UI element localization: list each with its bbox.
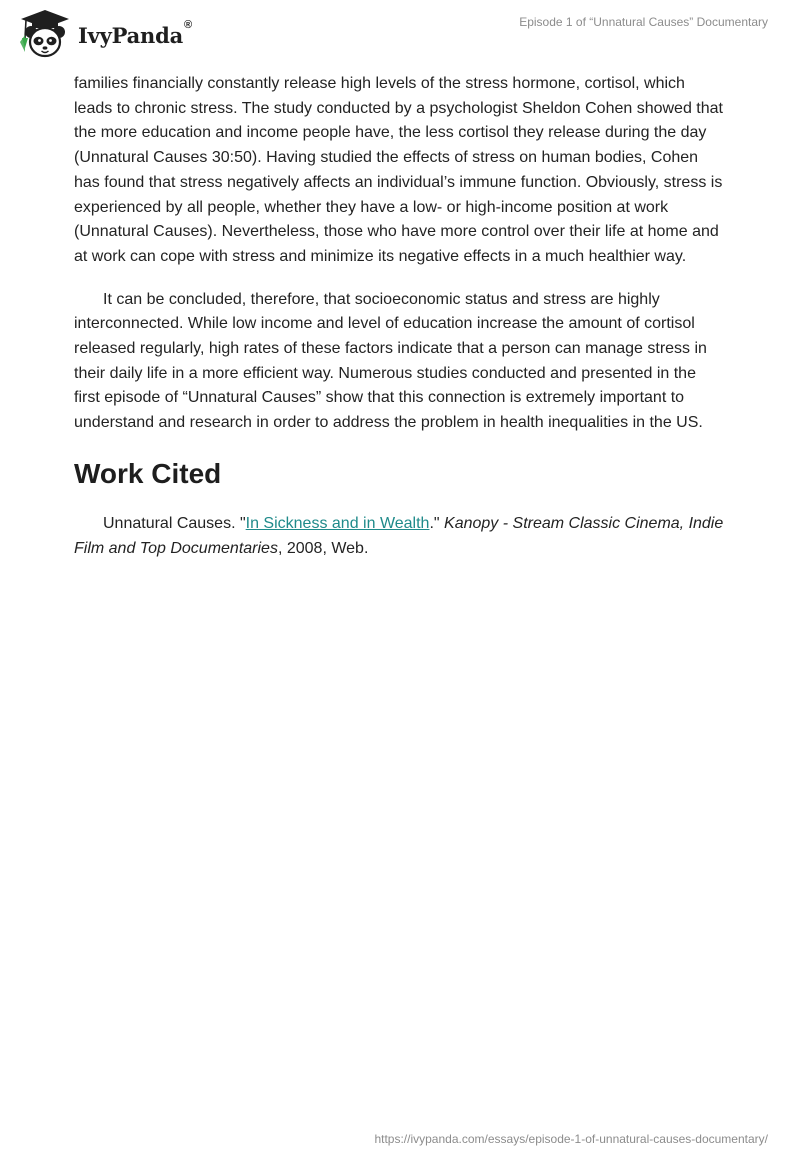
logo-wordmark — [78, 18, 192, 48]
citation-suffix: , 2008, Web. — [277, 539, 369, 557]
logo-name: IvyPanda — [78, 22, 184, 48]
page-header — [0, 0, 800, 66]
citation-link[interactable]: In Sickness and in Wealth — [245, 514, 430, 532]
citation-mid: ." — [429, 514, 445, 532]
source-url[interactable]: https://ivypanda.com/essays/episode-1-of-unnatural-causes-documentary/ — [374, 1132, 768, 1146]
citation-source: Kanopy - Stream Classic Cinema, Indie Film and Top Documentaries — [74, 514, 724, 557]
body-paragraph-2: It can be concluded, therefore, that socioeconomic status and stress are highly interconnected. While low income and level of education increase the amount of cortisol released regularly, high rates of these factors indicate that a person can manage stress in their daily life in a more efficient way. Numerous studies conducted and presented in the first episode of “Unnatural Causes” show that this connection is extremely important to understand and research in order to address the problem in health inequalities in the US. — [74, 290, 707, 432]
registered-mark: ® — [184, 18, 192, 31]
body-paragraph-1: families financially constantly release high levels of the stress hormone, cortisol, which leads to chronic stress. The study conducted by a psychologist Sheldon Cohen showed that the more education and income people have, the less cortisol they release during the day (Unnatural Causes 30:50). Having studied the effects of stress on human bodies, Cohen has found that stress negatively affects an individual’s immune function. Obviously, stress is experienced by all people, whether they have a low- or high-income position at work (Unnatural Causes). Nevertheless, those who have more control over their life at home and at work can cope with stress and minimize its negative effects in a much healthier way. — [74, 75, 723, 265]
citation-prefix: Unnatural Causes. " — [103, 514, 246, 532]
essay-content — [74, 72, 726, 561]
panda-graduate-icon — [14, 8, 76, 60]
document-title: Episode 1 of “Unnatural Causes” Documentary — [519, 15, 768, 29]
citation-entry — [74, 512, 726, 561]
work-cited-heading: Work Cited — [74, 457, 222, 489]
ivypanda-logo[interactable] — [14, 8, 192, 60]
